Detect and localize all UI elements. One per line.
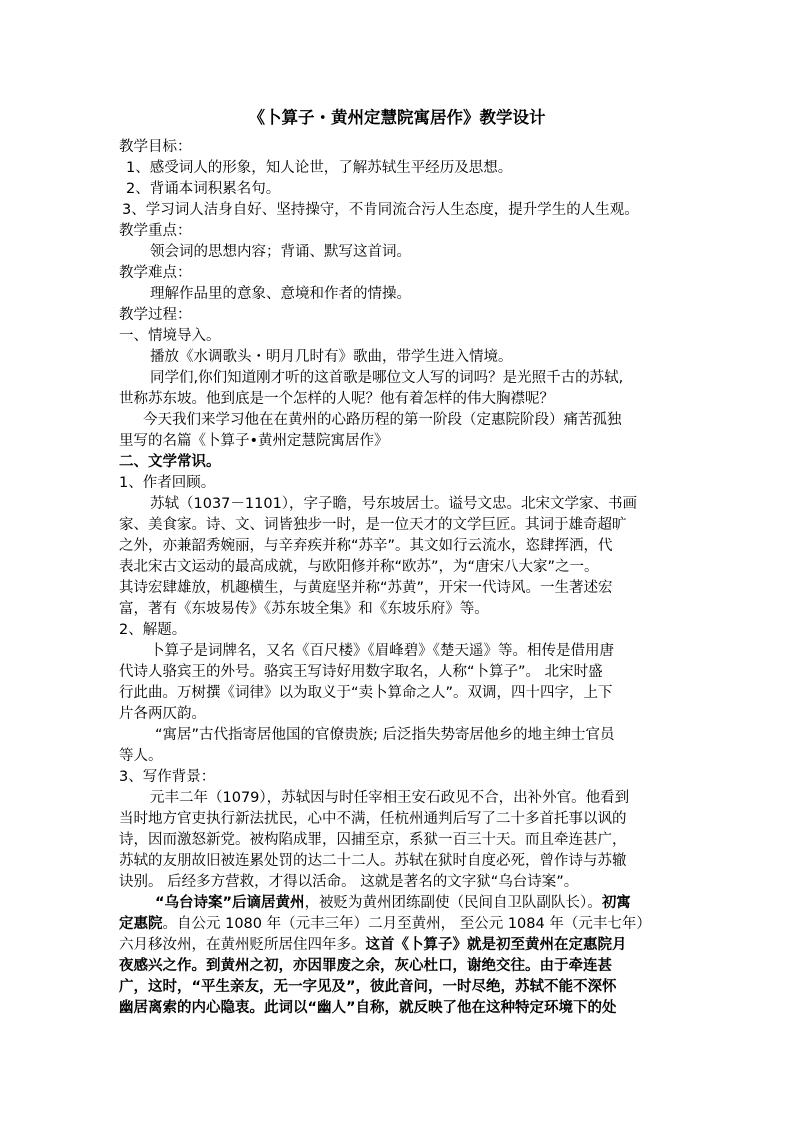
paragraph-line: 领会词的思想内容；背诵、默写这首词。 — [150, 244, 411, 260]
section-heading: 教学目标： — [119, 139, 192, 155]
paragraph-line: 苏轼（1037－1101），字子瞻，号东坡居士。谥号文忠。北宋文学家、书画 — [150, 496, 638, 512]
paragraph-line: 播放《水调歌头・明月几时有》歌曲，带学生进入情境。 — [150, 349, 513, 365]
emphasis-text: 定惠院 — [119, 916, 163, 932]
subsection-heading: 2、解题。 — [119, 622, 187, 638]
paragraph-line: 同学们,你们知道刚才听的这首歌是哪位文人写的词吗？是光照千古的苏轼, — [150, 370, 624, 386]
plain-text: ，被贬为黄州团练副使（民间自卫队副队长）。 — [304, 895, 602, 911]
paragraph-line: 等人。 — [119, 748, 163, 764]
paragraph-line: 代诗人骆宾王的外号。骆宾王写诗好用数字取名，人称“卜算子”。 北宋时盛 — [119, 664, 603, 680]
section-heading: 教学过程： — [119, 307, 192, 323]
paragraph-line: 家、美食家。诗、文、词皆独步一时，是一位天才的文学巨匠。其词于雄奇超旷 — [119, 517, 627, 533]
emphasis-text: 初寓 — [601, 895, 631, 911]
paragraph-line: 元丰二年（1079），苏轼因与时任宰相王安石政见不合，出补外官。他看到 — [150, 790, 630, 806]
paragraph-line: 卜算子是词牌名，又名《百尺楼》《眉峰碧》《楚天遥》等。相传是借用唐 — [150, 643, 614, 659]
paragraph-line: 其诗宏肆雄放，机趣横生，与黄庭坚并称“苏黄”，开宋一代诗风。一生著述宏 — [119, 580, 613, 596]
paragraph-line — [119, 935, 627, 955]
paragraph-line: 理解作品里的意象、意境和作者的情操。 — [150, 286, 411, 302]
emphasis-text: “乌台诗案”后谪居黄州 — [155, 895, 305, 911]
section-heading: 教学难点： — [119, 265, 192, 281]
paragraph-line: 里写的名篇《卜算子•黄州定慧院寓居作》 — [119, 433, 389, 449]
paragraph-line: 表北宋古文运动的最高成就，与欧阳修并称“欧苏”，为“唐宋八大家”之一。 — [119, 559, 599, 575]
paragraph-line: 片各两仄韵。 — [119, 706, 206, 722]
plain-text: 。自公元 1080 年（元丰三年）二月至黄州， 至公元 1084 年（元丰七年） — [162, 916, 651, 932]
paragraph-line: 苏轼的友朋故旧被连累处罚的达二十二人。苏轼在狱时自度必死，曾作诗与苏辙 — [119, 853, 627, 869]
emphasis-text: 这首《卜算子》就是初至黄州在定惠院月 — [365, 937, 627, 953]
subsection-heading: 3、写作背景： — [119, 769, 216, 785]
paragraph-line: 幽居离索的内心隐衷。此词以“幽人”自称，就反映了他在这种特定环境下的处 — [119, 1000, 617, 1016]
paragraph-line: 诗，因而激怒新党。被构陷成罪，囚捕至京，系狱一百三十天。而且牵连甚广， — [119, 832, 627, 848]
paragraph-line — [119, 914, 651, 934]
paragraph-line: 之外，亦兼韶秀婉丽，与辛弃疾并称“苏辛”。其文如行云流水，恣肆挥洒，代 — [119, 538, 613, 554]
document-title: 《卜算子・黄州定慧院寓居作》教学设计 — [248, 108, 546, 127]
paragraph-line — [155, 893, 631, 913]
objective-item: 3、学习词人洁身自好、坚持操守，不肯同流合污人生态度，提升学生的人生观。 — [122, 202, 639, 218]
subsection-heading: 1、作者回顾。 — [119, 475, 216, 491]
objective-item: 2、背诵本词积累名句。 — [126, 181, 281, 197]
section-heading: 教学重点： — [119, 223, 192, 239]
paragraph-line: 夜感兴之作。到黄州之初，亦因罪废之余，灰心杜口，谢绝交往。由于牵连甚 — [119, 958, 612, 974]
plain-text: 六月移汝州，在黄州贬所居住四年多。 — [119, 937, 366, 953]
paragraph-line: 当时地方官吏执行新法扰民，心中不满，任杭州通判后写了二十多首托事以讽的 — [119, 811, 627, 827]
section-heading: 二、文学常识。 — [119, 454, 221, 470]
paragraph-line: 诀别。 后经多方营救，才得以活命。 这就是著名的文字狱“乌台诗案”。 — [119, 874, 579, 890]
section-heading: 一、情境导入。 — [119, 328, 221, 344]
paragraph-line: 富，著有《东坡易传》《苏东坡全集》和《东坡乐府》等。 — [119, 601, 489, 617]
paragraph-line: 广，这时，“平生亲友，无一字见及”，彼此音问，一时尽绝，苏轼不能不深怀 — [119, 979, 617, 995]
paragraph-line: 今天我们来学习他在在黄州的心路历程的第一阶段（定惠院阶段）痛苦孤独 — [143, 412, 622, 428]
paragraph-line: 世称苏东坡。他到底是一个怎样的人呢？他有着怎样的伟大胸襟呢？ — [119, 391, 554, 407]
paragraph-line: “寓居”古代指寄居他国的官僚贵族; 后泛指失势寄居他乡的地主绅士官员 — [155, 727, 615, 743]
paragraph-line: 行此曲。万树撰《词律》以为取义于“卖卜算命之人”。双调，四十四字，上下 — [119, 685, 613, 701]
objective-item: 1、感受词人的形象，知人论世，了解苏轼生平经历及思想。 — [126, 160, 513, 176]
